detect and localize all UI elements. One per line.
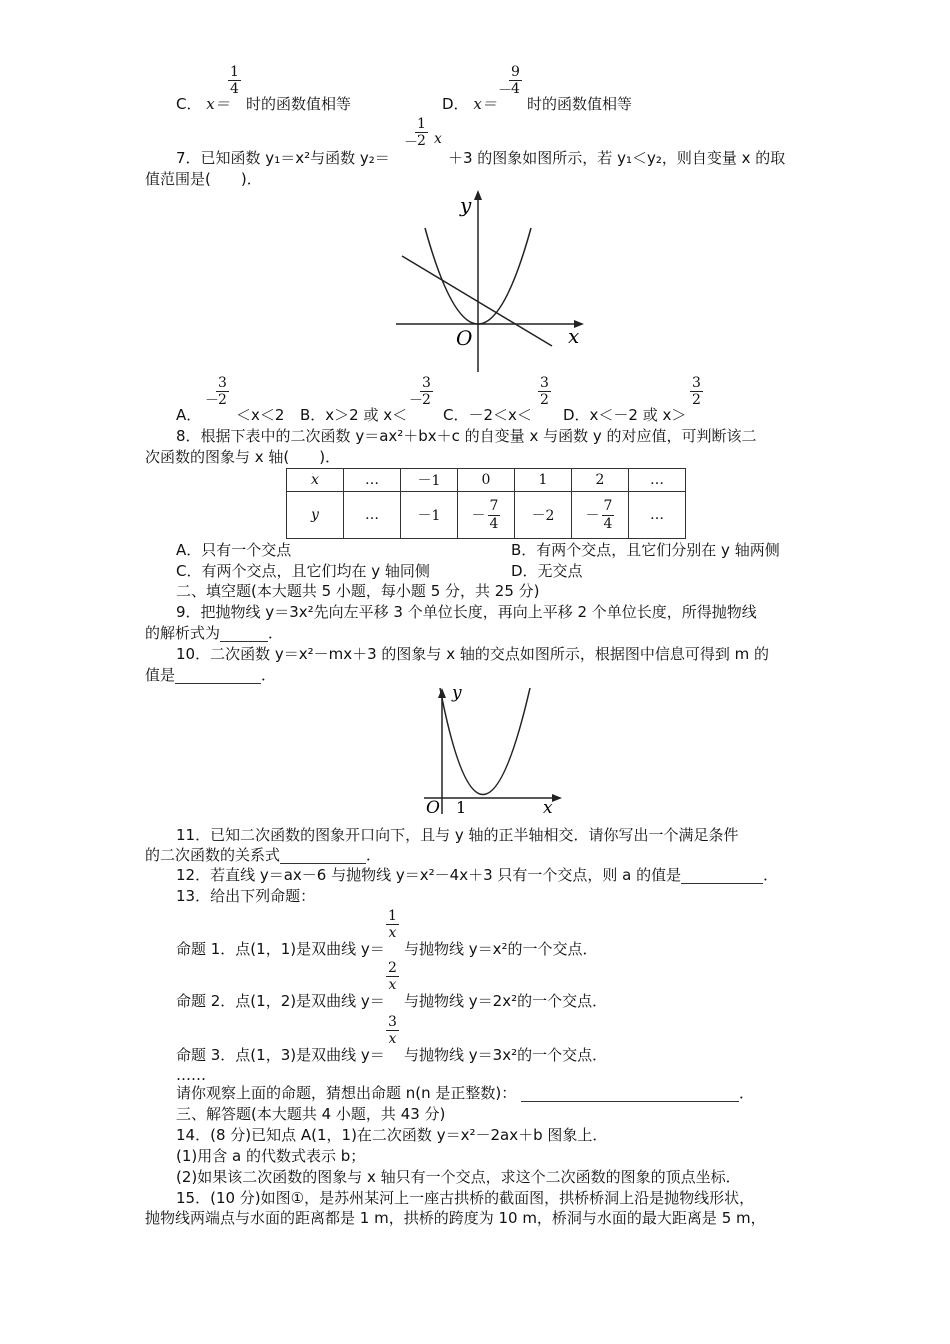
minus-sign: － <box>404 135 418 151</box>
table-cell-fraction <box>572 492 629 539</box>
answer-blank <box>175 683 261 684</box>
q7-option-a-tail: ＜x＜2 <box>236 406 285 424</box>
table-cell: －1 <box>401 469 458 492</box>
table-cell: －2 <box>515 492 572 539</box>
origin-label: O <box>456 326 473 350</box>
q9-line1: 9．把抛物线 y＝3x²先向左平移 3 个单位长度，再向上平移 2 个单位长度，所得抛物线 <box>176 603 757 621</box>
table-cell: … <box>629 492 686 539</box>
q13-proposition-1-tail: 与抛物线 y＝x²的一个交点． <box>404 940 598 958</box>
minus-sign: － <box>498 83 512 99</box>
q14-part1: (1)用含 a 的代数式表示 b； <box>176 1147 366 1165</box>
q15-line1: 15．(10 分)如图①，是苏州某河上一座古拱桥的截面图，拱桥桥洞上沿是抛物线形状， <box>176 1189 755 1207</box>
q15-line2: 抛物线两端点与水面的距离都是 1 m，拱桥的跨度为 10 m，桥洞与水面的最大距离是 5 m， <box>145 1209 766 1227</box>
table-cell: … <box>344 492 401 539</box>
q7-a-fraction: $\frac{3}{2}$ <box>218 375 227 408</box>
table-cell: 0 <box>458 469 515 492</box>
q13-proposition-1: 命题 1．点(1，1)是双曲线 y＝ <box>176 940 385 958</box>
table-row <box>287 469 686 492</box>
table-cell-fraction <box>458 492 515 539</box>
q13-proposition-2-tail: 与抛物线 y＝2x²的一个交点． <box>404 992 608 1010</box>
q13-question: 请你观察上面的命题，猜想出命题 n(n 是正整数)： ． <box>176 1084 755 1102</box>
tick-label-1: 1 <box>456 798 467 817</box>
q6-option-c: C． x＝ <box>176 95 230 113</box>
q7-option-b: B．x＞2 或 x＜ <box>300 406 408 424</box>
q6-option-d: D． x＝ <box>442 95 497 113</box>
q7-c-fraction: $\frac{3}{2}$ <box>540 375 549 408</box>
table-cell: 1 <box>515 469 572 492</box>
origin-label: O <box>426 798 440 818</box>
p1-fraction: $\frac{1}{x}$ <box>388 908 397 941</box>
minus-sign: － <box>409 393 423 409</box>
table-row <box>287 492 686 539</box>
q13-ellipsis: …… <box>176 1066 206 1084</box>
q7-stem-part1: 7．已知函数 y₁＝x²与函数 y₂＝ <box>176 149 390 167</box>
q7-graph <box>390 188 600 373</box>
table-cell: x <box>287 469 344 492</box>
q7-option-a: A． <box>176 406 202 424</box>
section-2-heading: 二、填空题(本大题共 5 小题，每小题 5 分，共 25 分) <box>176 582 540 600</box>
q10-line1: 10．二次函数 y＝x²－mx＋3 的图象与 x 轴的交点如图所示，根据图中信息可得到 m 的 <box>176 645 769 663</box>
q9-line2: 的解析式为 ． <box>145 624 284 642</box>
q6-c-suffix: 时的函数值相等 <box>246 95 352 113</box>
q7-option-c: C．－2＜x＜ <box>443 406 532 424</box>
q7-fraction: $\frac{1}{2}$ <box>417 116 426 149</box>
table-cell: … <box>629 469 686 492</box>
q7-fraction-x: x <box>434 131 442 147</box>
neg-fraction: － 7 4 <box>585 497 613 532</box>
q13-intro: 13．给出下列命题： <box>176 887 316 905</box>
y-axis-label: y <box>460 193 472 217</box>
q8-value-table <box>286 468 686 539</box>
q11-line1: 11．已知二次函数的图象开口向下，且与 y 轴的正半轴相交．请你写出一个满足条件 <box>176 826 739 844</box>
q11-line2: 的二次函数的关系式 ． <box>145 846 382 864</box>
answer-blank <box>681 883 763 884</box>
p2-fraction: $\frac{2}{x}$ <box>388 960 397 993</box>
answer-blank <box>521 1101 739 1102</box>
q8-stem-line1: 8．根据下表中的二次函数 y＝ax²＋bx＋c 的自变量 x 与函数 y 的对应值，可判断该二 <box>176 427 757 445</box>
q10-graph <box>418 682 568 818</box>
q7-stem-line2: 值范围是( )． <box>145 170 262 188</box>
q8-option-a: A．只有一个交点 <box>176 541 292 559</box>
q13-proposition-3-tail: 与抛物线 y＝3x²的一个交点． <box>404 1046 608 1064</box>
y-axis-label: y <box>452 683 462 703</box>
table-cell: … <box>344 469 401 492</box>
q14-line1: 14．(8 分)已知点 A(1，1)在二次函数 y＝x²－2ax＋b 图象上． <box>176 1126 608 1144</box>
answer-blank <box>280 863 366 864</box>
q8-option-d: D．无交点 <box>511 562 583 580</box>
minus-sign: － <box>205 393 219 409</box>
q13-proposition-3: 命题 3．点(1，3)是双曲线 y＝ <box>176 1046 385 1064</box>
q12-line: 12．若直线 y＝ax－6 与抛物线 y＝x²－4x＋3 只有一个交点，则 a 的值是 ． <box>176 866 779 884</box>
x-axis-label: x <box>543 798 553 818</box>
q8-option-b: B．有两个交点，且它们分别在 y 轴两侧 <box>511 541 780 559</box>
p3-fraction: $\frac{3}{x}$ <box>388 1014 397 1047</box>
q8-option-c: C．有两个交点，且它们均在 y 轴同侧 <box>176 562 430 580</box>
table-cell: 2 <box>572 469 629 492</box>
q8-stem-line2: 次函数的图象与 x 轴( )． <box>145 448 341 466</box>
q7-option-d: D．x＜－2 或 x＞ <box>563 406 687 424</box>
neg-fraction: － 7 4 <box>471 497 499 532</box>
q6-d-suffix: 时的函数值相等 <box>527 95 633 113</box>
q7-d-fraction: $\frac{3}{2}$ <box>692 375 701 408</box>
section-3-heading: 三、解答题(本大题共 4 小题，共 43 分) <box>176 1105 446 1123</box>
q14-part2: (2)如果该二次函数的图象与 x 轴只有一个交点，求这个二次函数的图象的顶点坐标． <box>176 1168 741 1186</box>
q6-d-fraction: $\frac{9}{4}$ <box>511 64 520 97</box>
q13-proposition-2: 命题 2．点(1，2)是双曲线 y＝ <box>176 992 385 1010</box>
q10-line2: 值是 ． <box>145 666 277 684</box>
answer-blank <box>220 641 268 642</box>
table-cell: y <box>287 492 344 539</box>
q6-c-fraction: $\frac{1}{4}$ <box>230 64 239 97</box>
q7-stem-part2: ＋3 的图象如图所示，若 y₁＜y₂，则自变量 x 的取 <box>448 149 786 167</box>
x-axis-label: x <box>568 324 580 348</box>
table-cell: －1 <box>401 492 458 539</box>
q7-b-fraction: $\frac{3}{2}$ <box>422 375 431 408</box>
